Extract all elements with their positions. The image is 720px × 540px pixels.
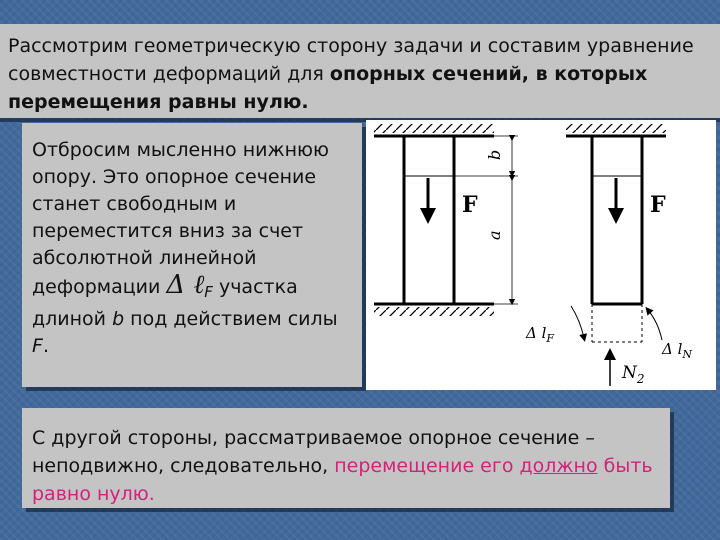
conclusion-paragraph: [22, 408, 670, 508]
force-label-left: F: [462, 192, 478, 218]
delta-ln-label: Δ $l_N$: [662, 340, 693, 361]
length-b-symbol: b: [112, 308, 125, 330]
displaced-section-dashed: [592, 304, 642, 342]
force-arrow-right: [608, 178, 624, 224]
force-label-right: F: [650, 192, 666, 218]
explanation-text-2: участка длиной: [32, 276, 298, 330]
explanation-text-1: Отбросим мысленно нижнюю опору. Это опорное сечение станет свободным и переместится вниз за счет абсолютной линейной деформации: [32, 139, 330, 298]
bottom-support-left: [374, 304, 494, 316]
reaction-arrow-n2: [604, 348, 616, 386]
intro-bold-text: опорных сечений, в которых перемещения равны нулю.: [8, 63, 648, 113]
conclusion-highlight-1: перемещение его: [334, 455, 520, 477]
conclusion-text-box: [22, 408, 670, 508]
explanation-text-box: [22, 123, 362, 387]
intro-paragraph: [0, 24, 720, 116]
intro-text-box: [0, 24, 720, 118]
dimension-lines: [454, 136, 518, 304]
explanation-text-4: .: [42, 335, 49, 357]
delta-lf-arrow: [571, 306, 584, 338]
force-f-symbol: F: [32, 335, 43, 357]
conclusion-highlight-2: быть равно нулю.: [32, 455, 653, 505]
delta-ln-arrow: [648, 310, 662, 340]
conclusion-text: С другой стороны, рассматриваемое опорное сечение – неподвижно, следовательно,: [32, 427, 595, 477]
intro-text: Рассмотрим геометрическую сторону задачи и составим уравнение совместности деформаций для: [8, 35, 694, 85]
top-support-left: [374, 124, 494, 136]
delta-l-symbol: Δ ℓ: [166, 270, 205, 300]
explanation-text-3: под действием силы: [124, 308, 338, 330]
delta-l-subscript: F: [204, 283, 213, 301]
reaction-label-n2: $N_2$: [622, 363, 645, 386]
conclusion-highlight-underlined: должно: [519, 455, 598, 477]
dimension-label-b: b: [485, 149, 504, 160]
force-arrow-left: [420, 178, 436, 224]
top-support-right: [566, 124, 666, 136]
delta-lf-label: Δ $l_F$: [526, 324, 555, 345]
rod-diagram: [366, 120, 716, 390]
explanation-paragraph: [22, 123, 362, 360]
dimension-label-a: a: [485, 230, 504, 240]
